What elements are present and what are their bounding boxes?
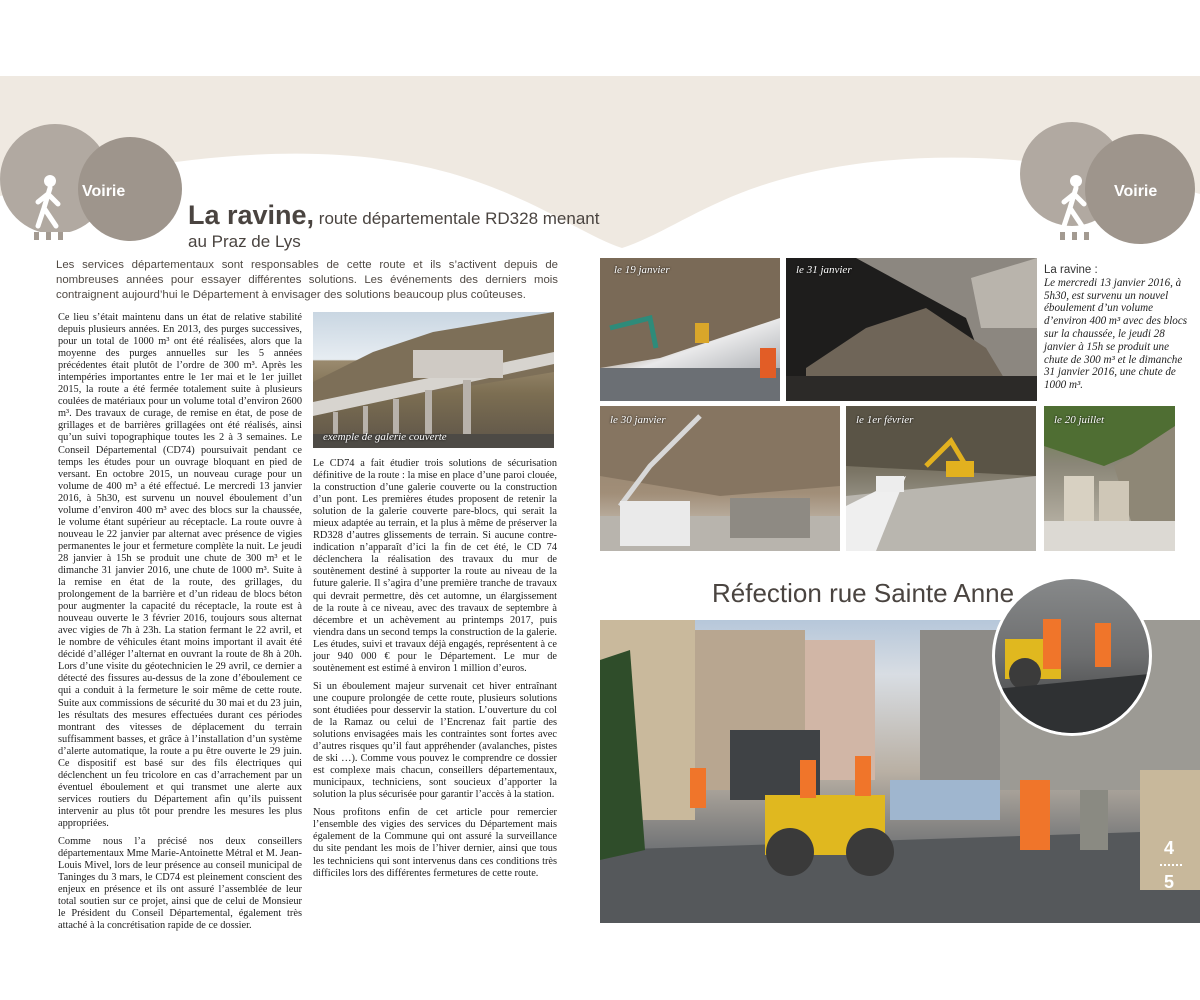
photo-caption: le 19 janvier <box>614 264 670 276</box>
section-badge-right <box>1012 104 1200 244</box>
caption-title: La ravine : <box>1044 264 1098 276</box>
paragraph: Comme nous l’a précisé nos deux conseillers départementaux Mme Marie-Antoinette Métral et M. Jean-Louis Mivel, lors de leur présence au conseil municipal de Taninges du 3 mars, le CD74 est pleinement conscient des enjeux en présence et ils ont assuré l’assemblée de leur total soutien sur ce projet, ainsi que de celui de Monsieur le Président du Conseil Départemental, également très attaché à la concrétisation rapide de ce dossier. <box>58 836 302 932</box>
paragraph: Le CD74 a fait étudier trois solutions de sécurisation définitive de la route : la mise en place d’une paroi clouée, la construction d’une galerie couverte ou la construction d’un pont. Les premières études proposent de retenir la solution de la galerie couverte pare-blocs, qui serait la mieux adaptée au terrain, et la plus à même de préserver la RD328 d’autres glissements de terrain. Si aucune contre-indication n’apparaît d’ici la fin de cet été, le CD 74 déclenchera la réalisation des travaux du mur de soutènement destiné à supporter la route au niveau de la future galerie. Il s’agira d’une première tranche de travaux qui devrait permettre, dès cet automne, un élargissement de la route à ce niveau, avec des travaux de septembre à décembre et un achèvement au printemps 2017, puis viendra dans un second temps la construction de la galerie. Les études, suivi et travaux déjà engagés, représentent à ce jour 940 000 € pour le Département. Le mur de soutènement est estimé à environ 1 million d’euros. <box>313 458 557 674</box>
article-intro: Les services départementaux sont responsables de cette route et ils s’activent depuis de nombreuses années pour essayer différentes solutions. Les événements des derniers mois contraignent aujourd’hui le Département à envisager des solutions beaucoup plus coûteuses. <box>56 259 558 301</box>
photo-caption: le 31 janvier <box>796 264 852 276</box>
page-number-left: 4 <box>1164 838 1175 858</box>
section-title-sainte-anne: Réfection rue Sainte Anne <box>712 578 1015 608</box>
caption-body: Le mercredi 13 janvier 2016, à 5h30, est survenu un nouvel éboulement d’un volume d’environ 400 m³ avec des blocs sur la chaussée, le jeudi 28 janvier à 15h se produit une chute de 300 m³ et le dimanche 31 janvier 2016, une chute de 1000 m³. <box>1044 276 1188 392</box>
pedestrian-icon <box>28 174 72 240</box>
page-number-divider <box>1160 864 1182 866</box>
photo-jan-19 <box>600 258 780 401</box>
title-rest: route départementale RD328 menant <box>314 209 600 228</box>
photo-jan-30 <box>600 406 840 551</box>
section-label-left: Voirie <box>82 183 126 200</box>
photo-caption: le 30 janvier <box>610 414 666 426</box>
paragraph: Nous profitons enfin de cet article pour remercier l’ensemble des vigies des services du Département mais également de la Commune qui ont assuré la surveillance du site pendant les mois de l’hiver dernier, ainsi que tous les techniciens qui sont intervenus dans ces conditions très difficiles lors des différentes fermetures de cette route. <box>313 807 557 879</box>
article-column-2 <box>313 458 557 886</box>
ravine-caption <box>1044 264 1190 392</box>
paragraph: Si un éboulement majeur survenait cet hiver entraînant une coupure prolongée de cette route, plusieurs solutions sont étudiées pour desservir la station. L’ouverture du col de la Ramaz ou celui de l’Encrenaz fait partie des solutions envisagées mais les contraintes sont fortes avec d’autres risques qu’il faut appréhender (avalanches, pistes de ski …). Comme vous pouvez le comprendre ce dossier est complexe mais chacun, conseillers départementaux, municipaux, techniciens, sont soucieux d’apporter la solution la plus sécurisée pour garantir l’accès à la station. <box>313 680 557 801</box>
gallery-photo <box>313 312 554 448</box>
photo-jul-20 <box>1044 406 1175 551</box>
photo-caption: le 1er février <box>856 414 914 426</box>
article-title <box>188 200 599 231</box>
article-column-1 <box>58 312 302 938</box>
photo-caption: exemple de galerie couverte <box>323 431 447 443</box>
photo-jan-31 <box>786 258 1037 401</box>
title-line2: au Praz de Lys <box>188 232 301 251</box>
roller-inset-photo <box>992 576 1152 736</box>
paragraph: Ce lieu s’était maintenu dans un état de relative stabilité depuis plusieurs années. En 2013, des purges successives, pour un total de 1000 m³ ont été réalisées, alors que la moyenne des purges annuelles sur les 5 années précédentes était plutôt de l’ordre de 300 m³. Après les intempéries importantes entre le 1er mai et le 1er juillet 2015, la route a été fermée totalement suite à plusieurs coulées de matériaux pour un volume total d’environ 2600 m³. Des travaux de curage, de remise en état, de pose de grillages et de barrières grillagées ont été réalisés, ainsi qu’un suivi topographique toutes les 2 à 3 semaines. Le Conseil Départemental (CD74) poursuivait pendant ce temps les études pour un ouvrage bloquant en pied de versant. En octobre 2015, un nouveau curage pour un volume de 400 m³ a été effectué. Le mercredi 13 janvier 2016, à 5h30, est survenu un nouvel éboulement d’un volume d’environ 400 m³ avec des blocs sur la chaussée, le volume étant supérieur au réceptacle. La route ouvre à nouveau le 22 janvier par alternat avec présence de vigies permanentes le jour et fermeture complète la nuit. Le jeudi 28 janvier à 15h se produit une chute de 300 m³ et le dimanche 31 janvier 2016, une chute de 1000 m³. Suite à la remise en état de la route, des grillages, du prolongement de la barrière et d’un rideau de blocs béton pour augmenter la capacité du réceptacle, la route est à nouveau ouverte le 3 février 2016, toujours sous alternat avec vigies de 7h à 23h. La station fermant le 22 avril, et le nombre de véhicules étant moins important il avait été décidé d’alléger l’alternat en ouvrant la route de 8h à 20h. Lors d’une visite du géotechnicien le 29 avril, ce dernier a détecté des fissures au-dessus de la zone d’éboulement ce qui a conduit à la fermeture le soir même de cette route. Suite aux commissions de sécurité du 30 mai et du 23 juin, les résultats des mesures effectuées durant ces périodes montrant des vitesses de déplacement du terrain suffisamment basses, et grâce à l’installation d’un système d’alerte automatique, la route a pu être ouverte le 29 juin. Ce dispositif est basé sur des fils électriques qui déclenchent un feu tricolore en cas d’arrachement par un éventuel éboulement et qui transmet une alerte aux services routiers du Département afin qu’ils puissent intervenir au plus tôt pour prendre les mesures les plus appropriées. <box>58 312 302 829</box>
section-label-right: Voirie <box>1114 183 1158 200</box>
photo-caption: le 20 juillet <box>1054 414 1105 426</box>
title-main: La ravine, <box>188 200 315 230</box>
pedestrian-icon <box>1054 174 1098 240</box>
photo-feb-1 <box>846 406 1036 551</box>
page-number-right: 5 <box>1164 872 1175 892</box>
